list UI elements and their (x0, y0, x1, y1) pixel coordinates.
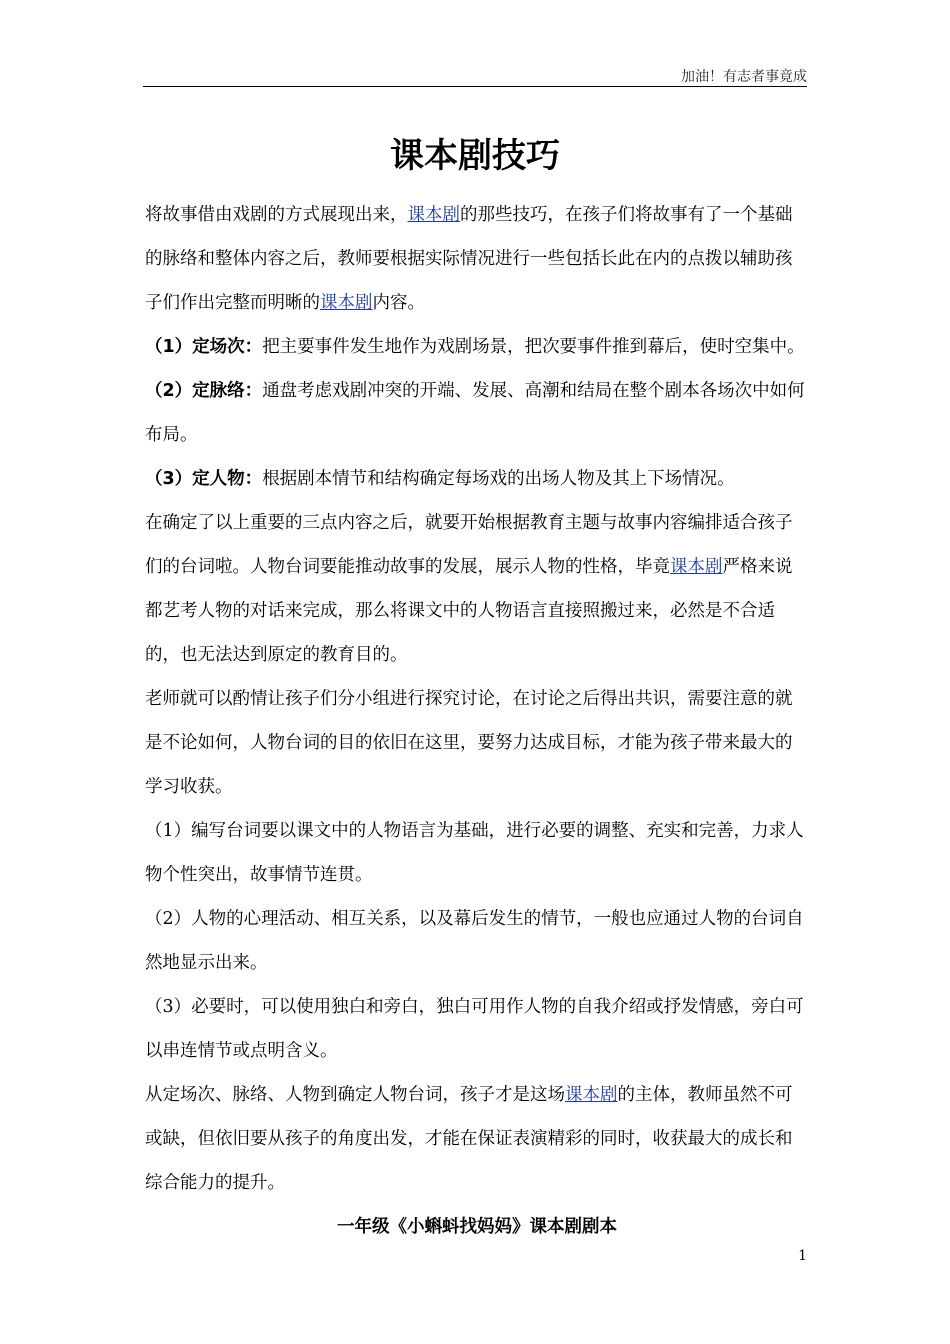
rule-label: （2）定脉络： (145, 381, 263, 401)
rule-text: 通盘考虑戏剧冲突的开端、发展、高潮和结局在整个剧本各场次中如何布局。 (145, 381, 805, 445)
kebenju-link-3[interactable]: 课本剧 (670, 557, 723, 577)
rule-label: （3）定人物： (145, 469, 263, 489)
rule-text: 把主要事件发生地作为戏剧场景，把次要事件推到幕后，使时空集中。 (262, 337, 805, 357)
conclusion-text-1: 从定场次、脉络、人物到确定人物台词，孩子才是这场 (145, 1085, 565, 1105)
intro-text-3: 内容。 (372, 293, 425, 313)
kebenju-link-2[interactable]: 课本剧 (320, 293, 373, 313)
kebenju-link-1[interactable]: 课本剧 (407, 205, 460, 225)
dialogue-paragraph (145, 501, 809, 677)
page-title: 课本剧技巧 (390, 136, 560, 176)
intro-text-2: 的那些技巧，在孩子们将故事有了一个基础的脉络和整体内容之后，教师要根据实际情况进行一些包括长此在内的点拨以辅助孩子们作出完整而明晰的 (145, 205, 793, 313)
rule-characters (145, 457, 809, 501)
header-motto: 加油！有志者事竟成 (681, 69, 807, 85)
conclusion-paragraph (145, 1073, 809, 1205)
dialogue-point-2: （2）人物的心理活动、相互关系，以及幕后发生的情节，一般也应通过人物的台词自然地显示出来。 (145, 909, 804, 973)
header-divider (143, 86, 807, 87)
dialogue-text-1: 在确定了以上重要的三点内容之后，就要开始根据教育主题与故事内容编排适合孩子们的台词啦。人物台词要能推动故事的发展，展示人物的性格，毕竟 (145, 513, 793, 577)
dialogue-point-1: （1）编写台词要以课文中的人物语言为基础，进行必要的调整、充实和完善，力求人物个性突出，故事情节连贯。 (145, 821, 804, 885)
teacher-paragraph: 老师就可以酌情让孩子们分小组进行探究讨论，在讨论之后得出共识，需要注意的就是不论如何，人物台词的目的依旧在这里，要努力达成目标，才能为孩子带来最大的学习收获。 (145, 689, 793, 797)
document-body (145, 193, 809, 1249)
rule-label: （1）定场次： (145, 337, 263, 357)
rule-text: 根据剧本情节和结构确定每场戏的出场人物及其上下场情况。 (262, 469, 735, 489)
rule-structure (145, 369, 809, 457)
page-number: 1 (798, 1248, 807, 1264)
rule-scene (145, 325, 809, 369)
intro-paragraph (145, 193, 809, 325)
conclusion-text-2: 的主体，教师虽然不可或缺，但依旧要从孩子的角度出发，才能在保证表演精彩的同时，收获最大的成长和综合能力的提升。 (145, 1085, 793, 1193)
dialogue-point-3: （3）必要时，可以使用独白和旁白，独白可用作人物的自我介绍或抒发情感，旁白可以串连情节或点明含义。 (145, 997, 804, 1061)
kebenju-link-4[interactable]: 课本剧 (565, 1085, 618, 1105)
dialogue-text-2: 严格来说都艺考人物的对话来完成，那么将课文中的人物语言直接照搬过来，必然是不合适的，也无法达到原定的教育目的。 (145, 557, 793, 665)
intro-text-1: 将故事借由戏剧的方式展现出来， (145, 205, 408, 225)
script-subtitle: 一年级《小蝌蚪找妈妈》课本剧剧本 (337, 1217, 617, 1237)
